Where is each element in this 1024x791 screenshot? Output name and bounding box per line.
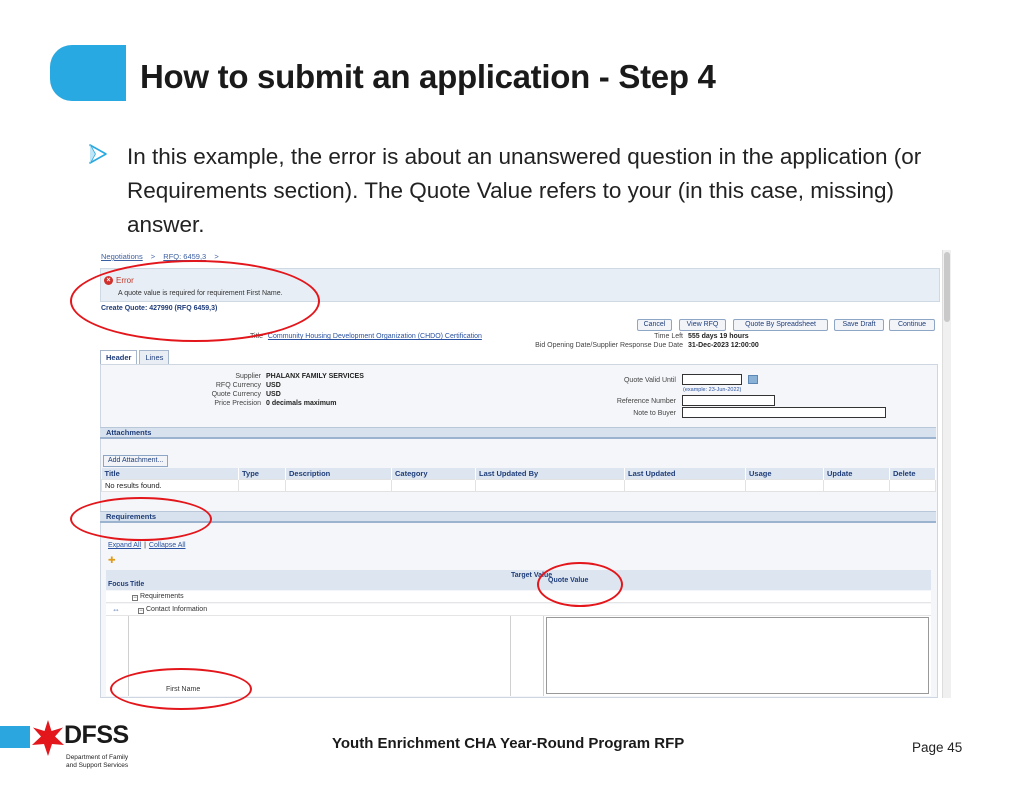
breadcrumb-rfq[interactable]: RFQ: 6459,3 bbox=[163, 252, 207, 261]
requirements-group-row: − Requirements bbox=[106, 591, 931, 603]
col-req-title: Title bbox=[130, 581, 145, 588]
footer-program-title: Youth Enrichment CHA Year-Round Program RFP bbox=[332, 735, 685, 752]
arrow-bullet-icon bbox=[88, 143, 108, 165]
date-example-hint: (example: 23-Jun-2022) bbox=[683, 387, 742, 393]
breadcrumb-negotiations[interactable]: Negotiations bbox=[101, 252, 143, 261]
col-update: Update bbox=[824, 468, 890, 480]
page-number: Page 45 bbox=[912, 740, 963, 755]
first-name-highlight-ellipse bbox=[110, 668, 252, 710]
expand-collapse-links: Expand All | Collapse All bbox=[108, 542, 186, 549]
rfq-currency-field: RFQ Currency USD bbox=[215, 382, 281, 389]
due-date: Bid Opening Date/Supplier Response Due Date 31-Dec-2023 12:00:00 bbox=[535, 342, 759, 349]
quote-value-highlight-ellipse bbox=[537, 562, 623, 607]
title-accent-block bbox=[50, 45, 126, 101]
collapse-icon[interactable]: − bbox=[139, 608, 143, 614]
tab-bar bbox=[100, 350, 171, 364]
reference-number-input[interactable] bbox=[682, 395, 775, 406]
requirements-table-header bbox=[106, 570, 931, 590]
cancel-button[interactable]: Cancel bbox=[637, 319, 672, 331]
quote-by-spreadsheet-button[interactable]: Quote By Spreadsheet bbox=[733, 319, 828, 331]
quote-valid-until-input[interactable] bbox=[682, 374, 742, 385]
add-icon[interactable]: ✚ bbox=[108, 555, 116, 565]
table-row bbox=[102, 480, 936, 492]
error-title: Error bbox=[116, 276, 134, 285]
note-to-buyer-label: Note to Buyer bbox=[633, 410, 676, 417]
contact-information-row: ⇔ − Contact Information bbox=[106, 604, 931, 616]
note-to-buyer-input[interactable] bbox=[682, 407, 886, 418]
col-category: Category bbox=[392, 468, 476, 480]
col-description: Description bbox=[286, 468, 392, 480]
error-message: A quote value is required for requirement First Name. bbox=[118, 290, 283, 297]
create-quote-heading: Create Quote: 427990 (RFQ 6459,3) bbox=[101, 305, 218, 312]
calendar-icon[interactable] bbox=[748, 375, 758, 384]
quote-currency-field: Quote Currency USD bbox=[211, 391, 281, 398]
bullet-text: In this example, the error is about an unanswered question in the application (or Requirements section). The Quote Value refers to your (in this case, missing) answer. bbox=[127, 144, 922, 237]
logo-subtitle-line-1: Department of Family bbox=[66, 754, 129, 761]
rfq-title-link[interactable]: Community Housing Development Organization (CHDO) Certification bbox=[267, 333, 482, 340]
time-left: Time Left 555 days 19 hours bbox=[654, 333, 749, 340]
col-quote-value: Quote Value bbox=[548, 577, 589, 584]
logo-text: DFSS bbox=[64, 721, 129, 749]
focus-arrows-icon[interactable]: ⇔ bbox=[112, 605, 120, 614]
breadcrumb: Negotiations > RFQ: 6459,3 > bbox=[101, 252, 219, 261]
col-last-updated: Last Updated bbox=[625, 468, 746, 480]
view-rfq-button[interactable]: View RFQ bbox=[679, 319, 726, 331]
continue-button[interactable]: Continue bbox=[889, 319, 935, 331]
supplier-field: Supplier PHALANX FAMILY SERVICES bbox=[235, 373, 364, 380]
collapse-icon[interactable]: − bbox=[133, 595, 137, 601]
no-results-cell: No results found. bbox=[102, 480, 239, 492]
price-precision-field: Price Precision 0 decimals maximum bbox=[214, 400, 337, 407]
col-usage: Usage bbox=[746, 468, 824, 480]
requirements-section-bar: Requirements bbox=[100, 511, 936, 523]
error-icon: × bbox=[104, 276, 113, 285]
slide-title: How to submit an application - Step 4 bbox=[140, 58, 716, 95]
dfss-logo bbox=[0, 718, 130, 770]
logo-bar bbox=[0, 726, 30, 748]
reference-number-label: Reference Number bbox=[616, 398, 676, 405]
collapse-all-link[interactable]: Collapse All bbox=[148, 542, 186, 549]
quote-valid-until-label: Quote Valid Until bbox=[623, 377, 676, 384]
error-highlight-ellipse bbox=[70, 260, 320, 342]
quote-value-textarea[interactable] bbox=[546, 617, 929, 694]
add-attachment-button[interactable]: Add Attachment... bbox=[103, 455, 168, 467]
attachments-section-bar: Attachments bbox=[100, 427, 936, 439]
save-draft-button[interactable]: Save Draft bbox=[834, 319, 884, 331]
col-focus: Focus bbox=[108, 581, 129, 588]
tab-lines[interactable]: Lines bbox=[139, 350, 169, 364]
first-name-label: First Name bbox=[166, 686, 201, 693]
attachments-table bbox=[101, 468, 936, 492]
star-icon bbox=[28, 718, 68, 758]
col-target-value: Target Value bbox=[511, 572, 553, 579]
logo-subtitle-line-2: and Support Services bbox=[66, 762, 129, 769]
col-last-updated-by: Last Updated By bbox=[476, 468, 625, 480]
col-title: Title bbox=[102, 468, 239, 480]
rfq-title-label: Title bbox=[250, 333, 263, 340]
col-type: Type bbox=[239, 468, 286, 480]
requirements-highlight-ellipse bbox=[70, 497, 212, 541]
rfq-title-row bbox=[250, 333, 482, 340]
vertical-scrollbar[interactable] bbox=[942, 250, 951, 698]
col-delete: Delete bbox=[890, 468, 936, 480]
expand-all-link[interactable]: Expand All bbox=[108, 542, 142, 549]
tab-header[interactable]: Header bbox=[100, 350, 137, 364]
